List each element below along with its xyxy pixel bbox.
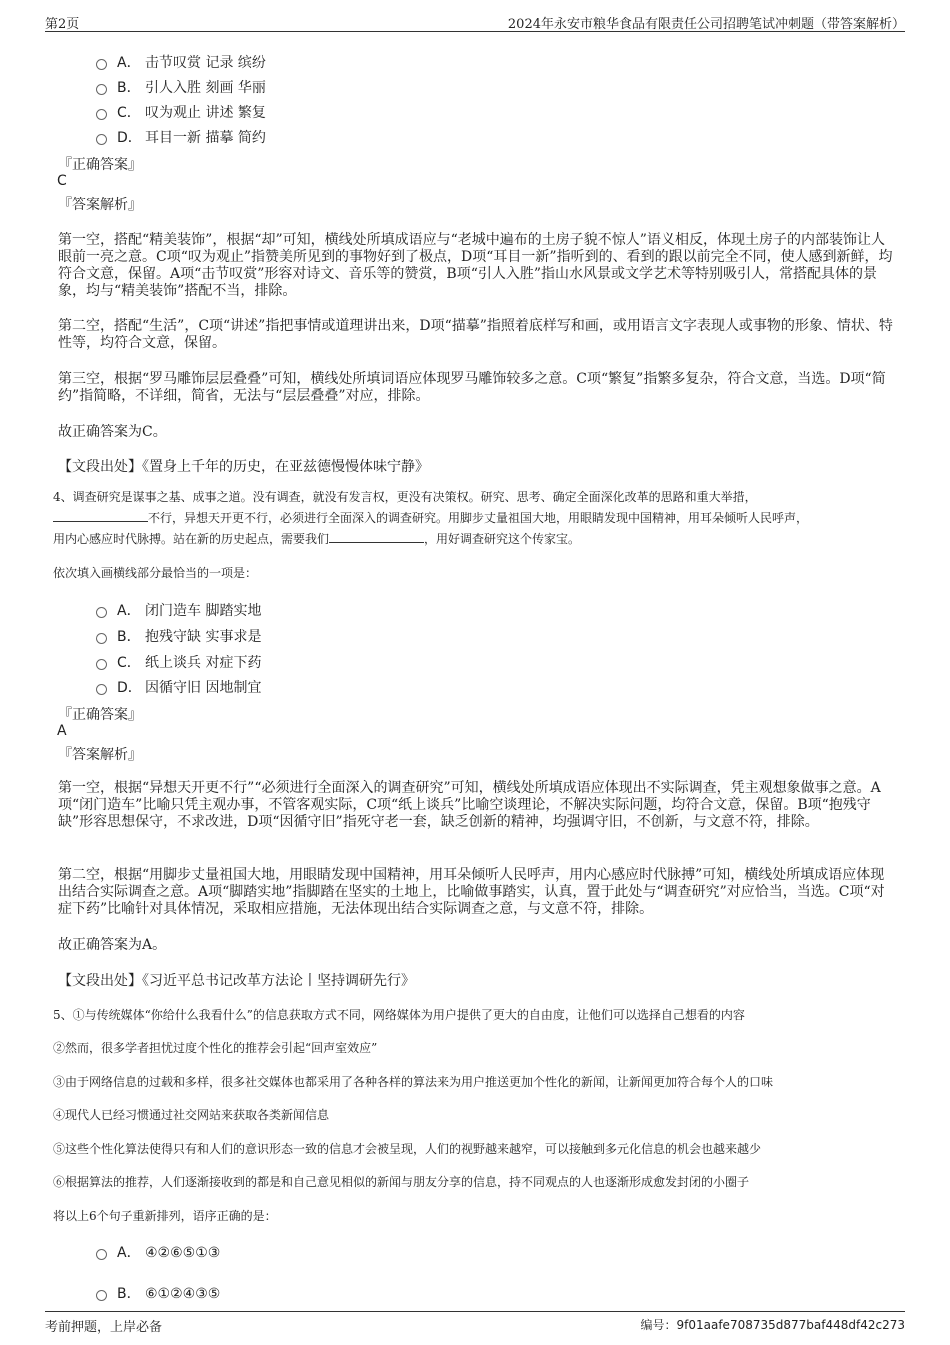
blank-1 [53, 509, 148, 522]
page-header [45, 0, 905, 32]
q5-option-a[interactable]: A． ④②⑥⑤①③ [96, 1242, 220, 1262]
q4-answer-label: 『正确答案』 [58, 707, 142, 723]
document-code: 编号：9f01aafe708735d877baf448df42c273 [640, 1318, 905, 1332]
q5-sentence-5: ⑤这些个性化算法使得只有和人们的意识形态一致的信息才会被呈现，人们的视野越来越窄，可以接触到多元化信息的机会也越来越少 [53, 1142, 762, 1156]
q3-option-a[interactable]: A． 击节叹赏 记录 缤纷 [96, 52, 266, 72]
radio-icon[interactable] [96, 59, 107, 70]
radio-icon[interactable] [96, 684, 107, 695]
page-number: 第2页 [45, 17, 80, 32]
q4-prompt: 依次填入画横线部分最恰当的一项是： [53, 566, 258, 580]
q4-analysis-label: 『答案解析』 [58, 747, 142, 763]
radio-icon[interactable] [96, 607, 107, 618]
q5-sentence-2: ②然而，很多学者担忧过度个性化的推荐会引起“回声室效应” [53, 1041, 378, 1055]
q3-option-d[interactable]: D． 耳目一新 描摹 简约 [96, 127, 266, 147]
blank-2 [329, 530, 424, 543]
q4-stem: 4、调查研究是谋事之基、成事之道。没有调查，就没有发言权，更没有决策权。研究、思考、确定全面深化改革的思路和重大举措， 不行，异想天开更不行，必须进行全面深入的调查研究。用脚步丈量祖国大地，用眼睛发现中国精神，用耳朵倾听人民呼声， 用内心感应时代脉搏。站在新的历史起点，需要我们 ，用好调查研究这个传家宝。 [53, 490, 809, 546]
q3-source: 【文段出处】《置身上千年的历史，在亚兹德慢慢体味宁静》 [58, 459, 429, 475]
q5-sentence-6: ⑥根据算法的推荐，人们逐渐接收到的都是和自己意见相似的新闻与朋友分享的信息，持不同观点的人也逐渐形成愈发封闭的小圈子 [53, 1175, 750, 1189]
q5-option-b[interactable]: B． ⑥①②④③⑤ [96, 1283, 220, 1303]
footer-slogan: 考前押题，上岸必备 [45, 1320, 163, 1335]
q4-option-d[interactable]: D． 因循守旧 因地制宜 [96, 677, 261, 697]
radio-icon[interactable] [96, 109, 107, 120]
q5-prompt: 将以上6个句子重新排列，语序正确的是： [53, 1209, 277, 1223]
radio-icon[interactable] [96, 134, 107, 145]
q4-option-a[interactable]: A． 闭门造车 脚踏实地 [96, 600, 261, 620]
q5-sentence-1: 5、①与传统媒体“你给什么我看什么”的信息获取方式不同，网络媒体为用户提供了更大的自由度，让他们可以选择自己想看的内容 [53, 1008, 745, 1022]
radio-icon[interactable] [96, 633, 107, 644]
q4-option-c[interactable]: C． 纸上谈兵 对症下药 [96, 652, 261, 672]
q4-conclusion: 故正确答案为A。 [58, 937, 167, 953]
q3-option-b[interactable]: B． 引人入胜 刻画 华丽 [96, 77, 266, 97]
q3-answer-label: 『正确答案』 [58, 157, 142, 173]
q4-option-b[interactable]: B． 抱残守缺 实事求是 [96, 626, 261, 646]
q3-analysis-p2: 第二空，搭配“生活”，C项“讲述”指把事情或道理讲出来，D项“描摹”指照着底样写和画，或用语言文字表现人或事物的形象、情状、特性等，均符合文意，保留。 [58, 318, 893, 351]
page-footer [45, 1311, 905, 1335]
radio-icon[interactable] [96, 1290, 107, 1301]
q5-sentence-4: ④现代人已经习惯通过社交网站来获取各类新闻信息 [53, 1108, 330, 1122]
radio-icon[interactable] [96, 84, 107, 95]
q3-analysis-p3: 第三空，根据“罗马雕饰层层叠叠”可知，横线处所填词语应体现罗马雕饰较多之意。C项“繁复”指繁多复杂，符合文意，当选。D项“简约”指简略，不详细，简省，无法与“层层叠叠”对应，排除。 [58, 371, 886, 404]
q3-option-c[interactable]: C． 叹为观止 讲述 繁复 [96, 102, 266, 122]
q4-analysis-p2: 第二空，根据“用脚步丈量祖国大地，用眼睛发现中国精神，用耳朵倾听人民呼声，用内心感应时代脉搏”可知，横线处所填成语应体现出结合实际调查之意。A项“脚踏实地”指脚踏在坚实的土地上，比喻做事踏实，认真，置于此处与“调查研究”对应恰当，当选。C项“对症下药”比喻针对具体情况，采取相应措施，无法体现出结合实际调查之意，与文意不符，排除。 [58, 867, 885, 917]
q4-analysis-p1: 第一空，根据“异想天开更不行”“必须进行全面深入的调查研究”可知，横线处所填成语应体现出不实际调查，凭主观想象做事之意。A项“闭门造车”比喻只凭主观办事，不管客观实际，C项“纸上谈兵”比喻空谈理论，不解决实际问题，均符合文意，保留。B项“抱残守缺”形容思想保守，不求改进，D项“因循守旧”指死守老一套，缺乏创新的精神，均强调守旧，不创新，与文意不符，排除。 [58, 780, 881, 830]
q4-answer: A [57, 723, 67, 739]
q5-sentence-3: ③由于网络信息的过载和多样，很多社交媒体也都采用了各种各样的算法来为用户推送更加个性化的新闻，让新闻更加符合每个人的口味 [53, 1075, 774, 1089]
q3-analysis-label: 『答案解析』 [58, 197, 142, 213]
q3-answer: C [57, 173, 67, 189]
radio-icon[interactable] [96, 1249, 107, 1260]
radio-icon[interactable] [96, 659, 107, 670]
q3-analysis-p1: 第一空，搭配“精美装饰”，根据“却”可知，横线处所填成语应与“老城中遍布的土房子貌不惊人”语义相反，体现土房子的内部装饰让人眼前一亮之意。C项“叹为观止”指赞美所见到的事物好到了极点，D项“耳目一新”指听到的、看到的跟以前完全不同，使人感到新鲜，均符合文意，保留。A项“击节叹赏”形容对诗文、音乐等的赞赏，B项“引人入胜”指山水风景或文学艺术等特别吸引人，常搭配具体的景象，均与“精美装饰”搭配不当，排除。 [58, 232, 893, 299]
document-title: 2024年永安市粮华食品有限责任公司招聘笔试冲刺题（带答案解析） [507, 17, 905, 32]
q3-conclusion: 故正确答案为C。 [58, 424, 167, 440]
q4-source: 【文段出处】《习近平总书记改革方法论丨坚持调研先行》 [58, 973, 415, 989]
